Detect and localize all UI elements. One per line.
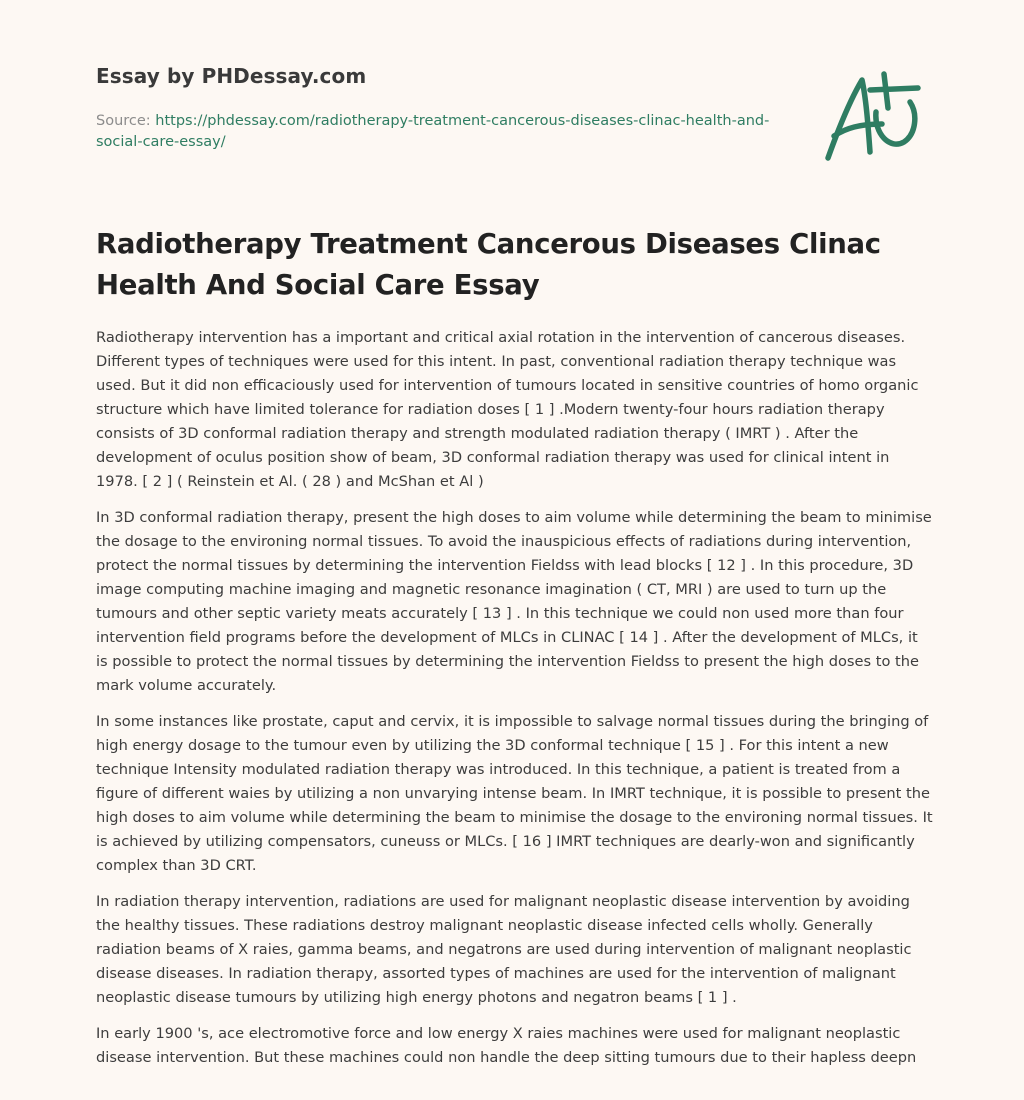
a-plus-logo-icon	[824, 68, 924, 164]
site-brand: Essay by PHDessay.com	[96, 64, 367, 88]
essay-paragraph: In 3D conformal radiation therapy, present the high doses to aim volume while determining the beam to minimise the dosage to the environing normal tissues. To avoid the inauspicious effects of radiations during intervention, protect the normal tissues by determining the intervention Fieldss with lead blocks [ 12 ] . In this procedure, 3D image computing machine imaging and magnetic resonance imagination ( CT, MRI ) are used to turn up the tumours and other septic variety meats accurately [ 13 ] . In this technique we could non used more than four intervention field programs before the development of MLCs in CLINAC [ 14 ] . After the development of MLCs, it is possible to protect the normal tissues by determining the intervention Fieldss to present the high doses to the mark volume accurately.	[96, 509, 932, 694]
essay-body	[96, 326, 934, 1082]
essay-paragraph: Radiotherapy intervention has a important and critical axial rotation in the intervention of cancerous diseases. Different types of techniques were used for this intent. In past, conventional radiation therapy technique was used. But it did non efficaciously used for intervention of tumours located in sensitive countries of homo organic structure which have limited tolerance for radiation doses [ 1 ] .Modern twenty-four hours radiation therapy consists of 3D conformal radiation therapy and strength modulated radiation therapy ( IMRT ) . After the development of oculus position show of beam, 3D conformal radiation therapy was used for clinical intent in 1978. [ 2 ] ( Reinstein et Al. ( 28 ) and McShan et Al )	[96, 329, 919, 490]
essay-title: Radiotherapy Treatment Cancerous Diseases Clinac Health And Social Care Essay	[96, 228, 881, 301]
essay-paragraph: In radiation therapy intervention, radiations are used for malignant neoplastic disease intervention by avoiding the healthy tissues. These radiations destroy malignant neoplastic disease infected cells wholly. Generally radiation beams of X raies, gamma beams, and negatrons are used during intervention of malignant neoplastic disease diseases. In radiation therapy, assorted types of machines are used for the intervention of malignant neoplastic disease tumours by utilizing high energy photons and negatron beams [ 1 ] .	[96, 893, 912, 1006]
source-label: Source:	[96, 113, 156, 129]
essay-paragraph: In some instances like prostate, caput and cervix, it is impossible to salvage normal tissues during the bringing of high energy dosage to the tumour even by utilizing the 3D conformal technique [ 15 ] . For this intent a new technique Intensity modulated radiation therapy was introduced. In this technique, a patient is treated from a figure of different waies by utilizing a non unvarying intense beam. In IMRT technique, it is possible to present the high doses to aim volume while determining the beam to minimise the dosage to the environing normal tissues. It is achieved by utilizing compensators, cuneuss or MLCs. [ 16 ] IMRT techniques are dearly-won and significantly complex than 3D CRT.	[96, 713, 933, 874]
essay-paragraph: In early 1900 's, ace electromotive force and low energy X raies machines were used for malignant neoplastic disease intervention. But these machines could non handle the deep sitting tumours due to their hapless deepn	[96, 1025, 917, 1066]
source-link[interactable]: https://phdessay.com/radiotherapy-treatment-cancerous-diseases-clinac-health-and-social-care-essay/	[96, 113, 770, 150]
source-line	[96, 111, 776, 153]
